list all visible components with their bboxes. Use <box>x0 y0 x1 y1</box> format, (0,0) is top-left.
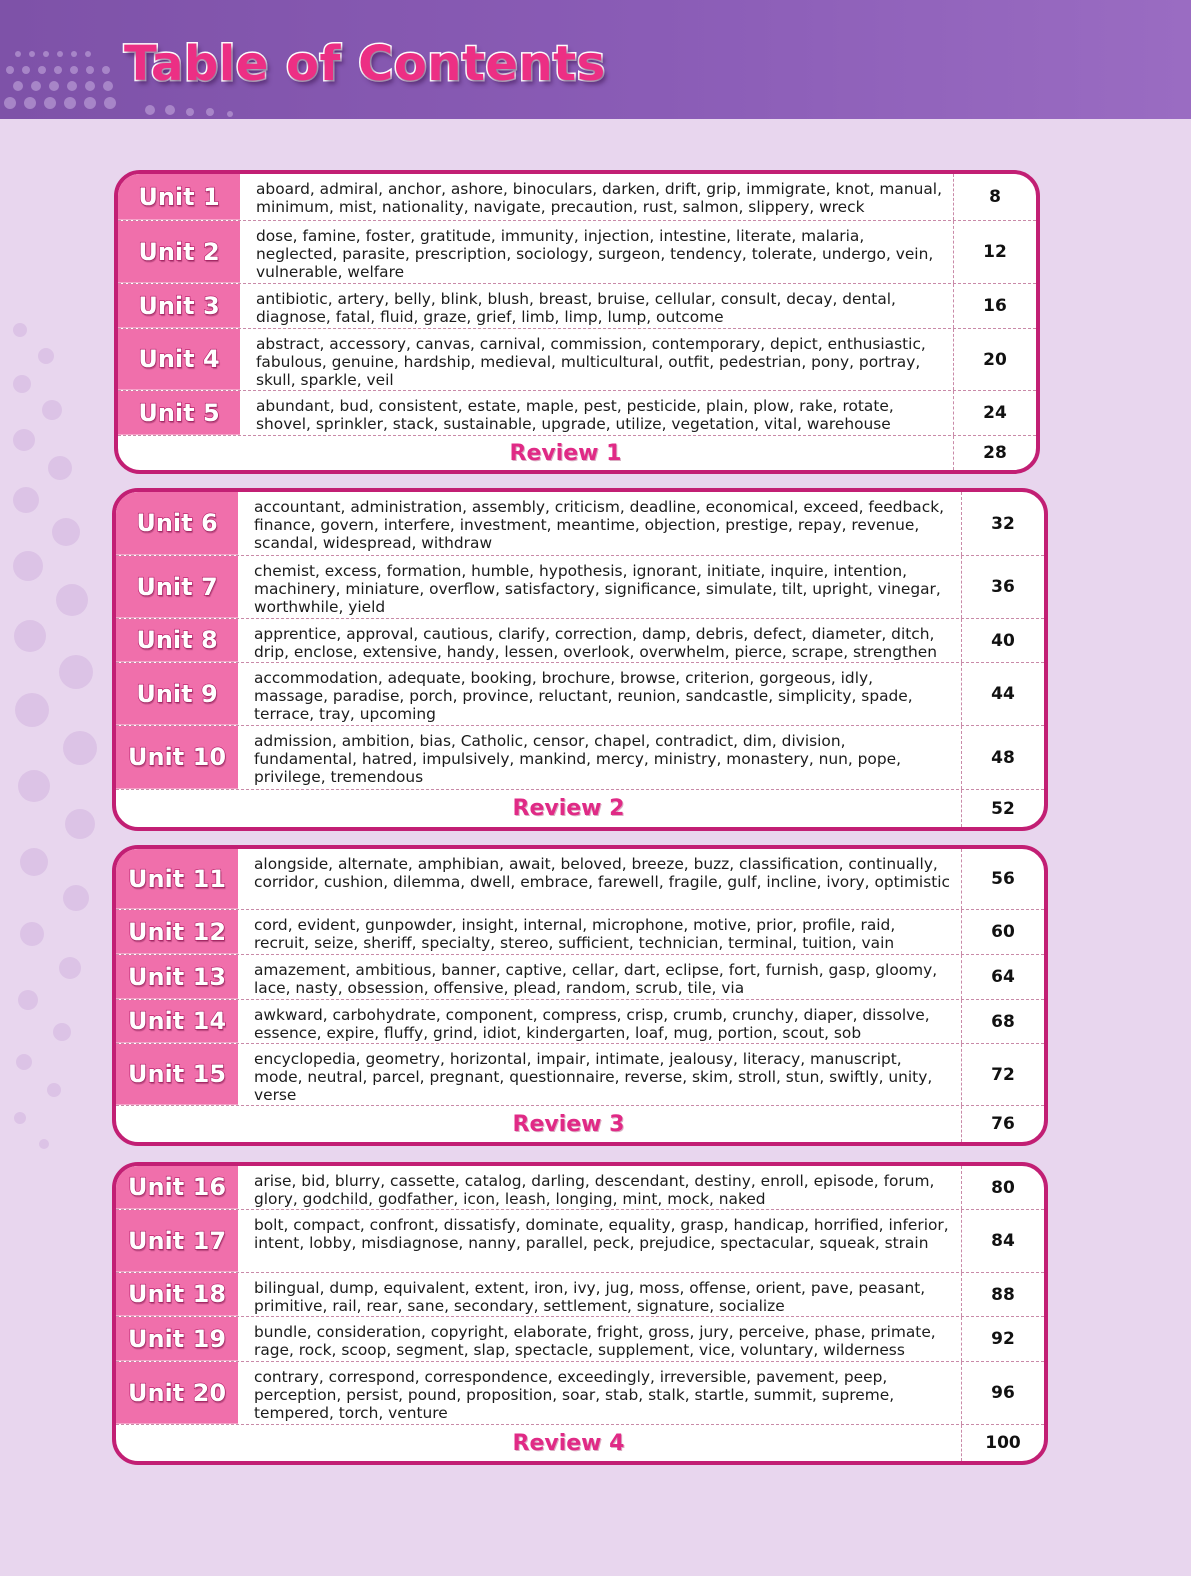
unit-vocabulary: abstract, accessory, canvas, carnival, commission, contemporary, depict, enthusiastic, fabulous, genuine, hardship, medieval, multicultural, outfit, pedestrian, pony, portray, skull, sparkle, veil <box>240 329 954 390</box>
page-number: 76 <box>991 1114 1015 1134</box>
unit-cell <box>118 174 240 220</box>
page-number: 60 <box>991 922 1015 942</box>
page-number: 36 <box>991 577 1015 597</box>
unit-cell <box>116 1166 238 1209</box>
unit-vocabulary: bolt, compact, confront, dissatisfy, dominate, equality, grasp, handicap, horrified, inferior, intent, lobby, misdiagnose, nanny, parallel, peck, prejudice, spectacular, squeak, strain <box>238 1210 962 1272</box>
unit-cell <box>116 726 238 789</box>
unit-vocabulary: apprentice, approval, cautious, clarify, correction, damp, debris, defect, diameter, ditch, drip, enclose, extensive, handy, lessen, overlook, overwhelm, pierce, scrape, strengthen <box>238 619 962 662</box>
unit-label: Unit 9 <box>136 679 218 708</box>
unit-row[interactable] <box>116 663 1044 726</box>
page-number: 56 <box>991 869 1015 889</box>
unit-label: Unit 1 <box>138 182 220 211</box>
unit-row[interactable] <box>116 910 1044 955</box>
unit-label: Unit 5 <box>138 398 220 427</box>
unit-vocabulary: admission, ambition, bias, Catholic, censor, chapel, contradict, dim, division, fundamental, hatred, impulsively, mankind, mercy, ministry, monastery, nun, pope, privilege, tremendous <box>238 726 962 789</box>
unit-row[interactable] <box>116 1362 1044 1425</box>
unit-row[interactable] <box>116 492 1044 556</box>
review-label: Review 2 <box>116 790 962 827</box>
header-banner <box>0 0 1191 119</box>
unit-label: Unit 13 <box>127 962 227 991</box>
unit-row[interactable] <box>118 391 1036 436</box>
unit-vocabulary: accountant, administration, assembly, criticism, deadline, economical, exceed, feedback, finance, govern, interfere, investment, meantime, objection, prestige, repay, revenue, scandal, widespread, withdraw <box>238 492 962 555</box>
unit-row[interactable] <box>116 1210 1044 1273</box>
unit-row[interactable] <box>116 1166 1044 1210</box>
unit-label: Unit 20 <box>127 1378 227 1407</box>
unit-cell <box>116 1000 238 1043</box>
unit-cell <box>118 221 240 283</box>
review-label: Review 3 <box>116 1106 962 1142</box>
review-row[interactable] <box>116 790 1044 827</box>
unit-cell <box>116 1210 238 1272</box>
unit-cell <box>116 663 238 725</box>
review-label: Review 4 <box>116 1425 962 1461</box>
unit-row[interactable] <box>116 1000 1044 1044</box>
review-row[interactable] <box>116 1425 1044 1461</box>
page-number: 48 <box>991 747 1015 768</box>
unit-cell <box>116 1273 238 1316</box>
unit-row[interactable] <box>116 849 1044 910</box>
page-number: 28 <box>983 443 1007 463</box>
unit-vocabulary: contrary, correspond, correspondence, exceedingly, irreversible, pavement, peep, perception, persist, pound, proposition, soar, stab, stalk, startle, summit, supreme, tempered, torch, venture <box>238 1362 962 1424</box>
page-number: 88 <box>991 1284 1015 1305</box>
unit-cell <box>118 329 240 390</box>
unit-vocabulary: dose, famine, foster, gratitude, immunity, injection, intestine, literate, malaria, neglected, parasite, prescription, sociology, surgeon, tendency, tolerate, undergo, vein, vulnerable, welfare <box>240 221 954 283</box>
page-number: 80 <box>991 1177 1015 1198</box>
unit-row[interactable] <box>118 284 1036 329</box>
page-number: 100 <box>985 1433 1021 1453</box>
review-row[interactable] <box>118 436 1036 470</box>
unit-cell <box>116 849 238 909</box>
page-number: 20 <box>983 349 1007 370</box>
unit-vocabulary: alongside, alternate, amphibian, await, beloved, breeze, buzz, classification, continually, corridor, cushion, dilemma, dwell, embrace, farewell, fragile, gulf, incline, ivory, optimistic <box>238 849 962 909</box>
page-number: 64 <box>991 967 1015 987</box>
page-number: 32 <box>991 513 1015 534</box>
unit-label: Unit 7 <box>136 572 218 601</box>
unit-label: Unit 14 <box>127 1007 227 1035</box>
page-number: 12 <box>983 242 1007 262</box>
page-number: 72 <box>991 1064 1015 1085</box>
page-number: 24 <box>983 403 1007 423</box>
unit-vocabulary: encyclopedia, geometry, horizontal, impair, intimate, jealousy, literacy, manuscript, mode, neutral, parcel, pregnant, questionnaire, reverse, skim, stroll, stun, swiftly, unity, verse <box>238 1044 962 1105</box>
page-number: 96 <box>991 1383 1015 1403</box>
unit-vocabulary: antibiotic, artery, belly, blink, blush, breast, bruise, cellular, consult, decay, dental, diagnose, fatal, fluid, graze, grief, limb, limp, lump, outcome <box>240 284 954 328</box>
unit-row[interactable] <box>116 556 1044 619</box>
unit-cell <box>116 1044 238 1105</box>
page-number: 68 <box>991 1011 1015 1032</box>
unit-vocabulary: abundant, bud, consistent, estate, maple, pest, pesticide, plain, plow, rake, rotate, shovel, sprinkler, stack, sustainable, upgrade, utilize, vegetation, vital, warehouse <box>240 391 954 435</box>
unit-vocabulary: cord, evident, gunpowder, insight, internal, microphone, motive, prior, profile, raid, recruit, seize, sheriff, specialty, stereo, sufficient, technician, terminal, tuition, vain <box>238 910 962 954</box>
unit-cell <box>118 391 240 435</box>
unit-label: Unit 2 <box>138 237 220 266</box>
page-title: Table of Contents <box>124 36 606 92</box>
unit-label: Unit 8 <box>136 626 218 654</box>
toc-section-3 <box>112 845 1048 1146</box>
unit-row[interactable] <box>116 726 1044 790</box>
unit-vocabulary: bundle, consideration, copyright, elaborate, fright, gross, jury, perceive, phase, primate, rage, rock, scoop, segment, slap, spectacle, supplement, vice, voluntary, wilderness <box>238 1317 962 1361</box>
unit-vocabulary: awkward, carbohydrate, component, compress, crisp, crumb, crunchy, diaper, dissolve, essence, expire, fluffy, grind, idiot, kindergarten, loaf, mug, portion, scout, sob <box>238 1000 962 1043</box>
page-number: 44 <box>991 684 1015 704</box>
review-label: Review 1 <box>118 436 954 470</box>
unit-row[interactable] <box>116 619 1044 663</box>
toc-section-4 <box>112 1162 1048 1465</box>
unit-row[interactable] <box>116 1273 1044 1317</box>
unit-label: Unit 11 <box>127 864 227 893</box>
page-number: 16 <box>983 296 1007 316</box>
unit-cell <box>116 492 238 555</box>
page-number: 8 <box>989 187 1001 207</box>
unit-vocabulary: amazement, ambitious, banner, captive, cellar, dart, eclipse, fort, furnish, gasp, gloomy, lace, nasty, obsession, offensive, plead, random, scrub, tile, via <box>238 955 962 999</box>
unit-label: Unit 4 <box>138 345 220 373</box>
unit-cell <box>116 1317 238 1361</box>
unit-vocabulary: chemist, excess, formation, humble, hypothesis, ignorant, initiate, inquire, intention, machinery, miniature, overflow, satisfactory, significance, simulate, tilt, upright, vinegar, worthwhile, yield <box>238 556 962 618</box>
unit-vocabulary: aboard, admiral, anchor, ashore, binoculars, darken, drift, grip, immigrate, knot, manual, minimum, mist, nationality, navigate, precaution, rust, salmon, slippery, wreck <box>240 174 954 220</box>
toc-section-2 <box>112 488 1048 831</box>
unit-vocabulary: bilingual, dump, equivalent, extent, iron, ivy, jug, moss, offense, orient, pave, peasant, primitive, rail, rear, sane, secondary, settlement, signature, socialize <box>238 1273 962 1316</box>
unit-label: Unit 19 <box>127 1324 227 1353</box>
unit-label: Unit 3 <box>138 291 220 320</box>
page-number: 84 <box>991 1231 1015 1251</box>
unit-label: Unit 12 <box>127 917 227 946</box>
unit-label: Unit 6 <box>136 509 218 537</box>
page-number: 40 <box>991 630 1015 651</box>
unit-label: Unit 17 <box>127 1226 227 1255</box>
toc-section-1 <box>114 170 1040 474</box>
unit-label: Unit 10 <box>127 743 227 771</box>
unit-cell <box>116 910 238 954</box>
unit-vocabulary: accommodation, adequate, booking, brochure, browse, criterion, gorgeous, idly, massage, paradise, porch, province, reluctant, reunion, sandcastle, simplicity, spade, terrace, tray, upcoming <box>238 663 962 725</box>
unit-cell <box>116 955 238 999</box>
unit-row[interactable] <box>116 1044 1044 1106</box>
unit-cell <box>118 284 240 328</box>
unit-row[interactable] <box>116 1317 1044 1362</box>
review-row[interactable] <box>116 1106 1044 1142</box>
page-number: 52 <box>991 798 1015 819</box>
unit-cell <box>116 556 238 618</box>
unit-cell <box>116 619 238 662</box>
unit-row[interactable] <box>118 329 1036 391</box>
unit-row[interactable] <box>118 221 1036 284</box>
unit-vocabulary: arise, bid, blurry, cassette, catalog, darling, descendant, destiny, enroll, episode, forum, glory, godchild, godfather, icon, leash, longing, mint, mock, naked <box>238 1166 962 1209</box>
unit-row[interactable] <box>116 955 1044 1000</box>
unit-cell <box>116 1362 238 1424</box>
unit-label: Unit 15 <box>127 1060 227 1088</box>
unit-label: Unit 16 <box>127 1173 227 1201</box>
unit-row[interactable] <box>118 174 1036 221</box>
unit-label: Unit 18 <box>127 1280 227 1308</box>
page-number: 92 <box>991 1329 1015 1349</box>
